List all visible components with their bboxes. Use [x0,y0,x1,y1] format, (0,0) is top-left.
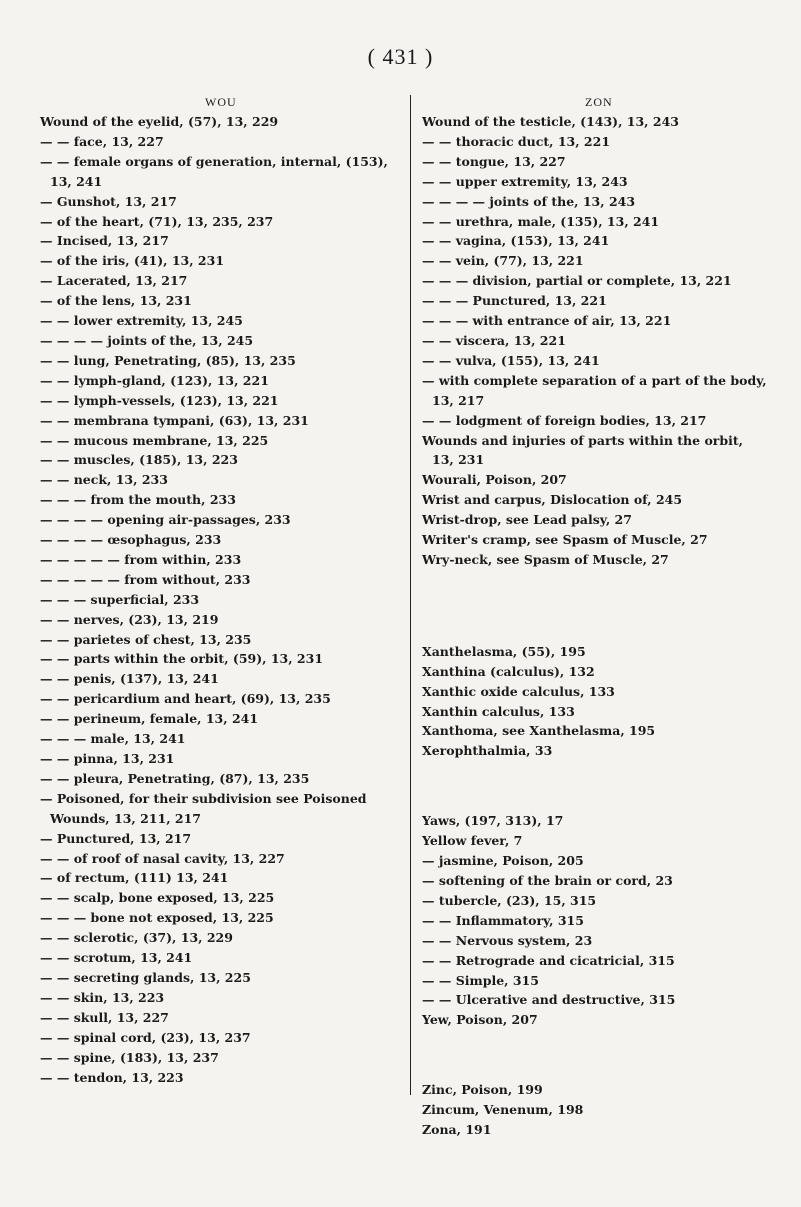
left-index-column [40,112,405,1087]
index-entry: — — — Punctured, 13, 221 [422,293,607,309]
index-entry: — jasmine, Poison, 205 [422,853,584,869]
index-entry: — — — — joints of the, 13, 243 [422,193,636,209]
index-entry: — — — with entrance of air, 13, 221 [422,313,672,329]
page-number: ( 431 ) [367,44,434,69]
index-entry: — Gunshot, 13, 217 [40,193,177,209]
index-entry: — — — — — from within, 233 [40,551,242,567]
index-entry: — — neck, 13, 233 [40,472,168,488]
index-entry: — — lower extremity, 13, 245 [40,313,243,329]
right-column-header: ZON [585,95,613,109]
index-entry: Wourali, Poison, 207 [422,472,567,488]
index-entry: Wound of the testicle, (143), 13, 243 [422,114,679,129]
section-spacer [422,761,767,811]
index-entry: Xanthelasma, (55), 195 [422,643,586,659]
index-entry: — — upper extremity, 13, 243 [422,173,628,189]
index-entry: — — — superficial, 233 [40,591,200,607]
index-entry: — — Inflammatory, 315 [422,912,584,928]
index-entry: — — — — œsophagus, 233 [40,532,222,548]
index-entry: — — membrana tympani, (63), 13, 231 [40,412,309,428]
index-entry: — — lung, Penetrating, (85), 13, 235 [40,352,296,368]
index-entry: — — — bone not exposed, 13, 225 [40,910,274,926]
index-entry: — — spinal cord, (23), 13, 237 [40,1029,251,1045]
index-entry: — — tendon, 13, 223 [40,1069,184,1085]
index-entry: — — lymph-vessels, (123), 13, 221 [40,392,279,408]
index-entry: Yaws, (197, 313), 17 [422,813,564,829]
index-entry: Xerophthalmia, 33 [422,743,553,759]
index-entry: — of rectum, (111) 13, 241 [40,870,229,886]
index-entry: — Lacerated, 13, 217 [40,273,188,289]
index-entry: — — — — joints of the, 13, 245 [40,332,254,348]
index-entry: Xanthin calculus, 133 [422,703,575,719]
index-entry: — — perineum, female, 13, 241 [40,711,259,727]
index-entry: Wry-neck, see Spasm of Muscle, 27 [422,551,669,567]
index-entry: — — — — opening air-passages, 233 [40,512,291,528]
index-entry: — — of roof of nasal cavity, 13, 227 [40,850,285,866]
index-entry: — — scalp, bone exposed, 13, 225 [40,890,275,906]
index-entry: — Punctured, 13, 217 [40,830,192,846]
index-entry: — — vulva, (155), 13, 241 [422,352,600,368]
index-entry: — of the lens, 13, 231 [40,293,192,309]
x-entries-group [422,642,767,761]
index-entry: — — Nervous system, 23 [422,932,593,948]
index-entry: — — vein, (77), 13, 221 [422,253,584,269]
index-entry: Xanthic oxide calculus, 133 [422,683,615,699]
index-entry: — softening of the brain or cord, 23 [422,873,673,888]
index-entry: — — scrotum, 13, 241 [40,950,193,966]
index-entry: — — muscles, (185), 13, 223 [40,452,238,468]
index-entry: Writer's cramp, see Spasm of Muscle, 27 [422,532,708,548]
index-entry: — — urethra, male, (135), 13, 241 [422,213,660,229]
index-entry: Xanthoma, see Xanthelasma, 195 [422,723,656,739]
index-entry: — — parietes of chest, 13, 235 [40,631,252,647]
right-index-column [422,112,767,1140]
index-entry: — — Retrograde and cicatricial, 315 [422,952,675,968]
index-entry: — — — from the mouth, 233 [40,492,236,508]
section-spacer [422,570,767,642]
index-entry: — — — — — from without, 233 [40,571,251,587]
index-entry: — — nerves, (23), 13, 219 [40,611,219,627]
index-entry: — — penis, (137), 13, 241 [40,671,219,687]
index-entry: — — spine, (183), 13, 237 [40,1049,219,1065]
index-entry: Yew, Poison, 207 [422,1012,538,1028]
z-entries-group [422,1080,767,1140]
index-entry: — — pinna, 13, 231 [40,751,175,766]
index-entry: — — lodgment of foreign bodies, 13, 217 [422,412,707,428]
column-divider [410,95,411,1095]
index-entry: — of the iris, (41), 13, 231 [40,253,225,269]
index-entry: — — secreting glands, 13, 225 [40,969,251,985]
index-entry: — — pericardium and heart, (69), 13, 235 [40,691,331,707]
index-entry: — — skin, 13, 223 [40,989,165,1005]
index-entry: — — lymph-gland, (123), 13, 221 [40,372,269,388]
index-entry: — — viscera, 13, 221 [422,332,566,348]
index-entry: — — Ulcerative and destructive, 315 [422,992,676,1008]
index-entry: Zincum, Venenum, 198 [422,1102,584,1118]
index-entry: Wrist and carpus, Dislocation of, 245 [422,492,683,508]
index-entry: Wrist-drop, see Lead palsy, 27 [422,512,632,528]
w-entries-group [422,112,767,570]
index-entry: Xanthina (calculus), 132 [422,663,595,679]
section-spacer [422,1030,767,1080]
index-entry: — — thoracic duct, 13, 221 [422,133,611,149]
index-entry: Zona, 191 [422,1122,492,1138]
index-entry: Zinc, Poison, 199 [422,1082,543,1098]
index-entry: — — face, 13, 227 [40,133,164,149]
index-entry: — — female organs of generation, internal, (153), 13, 241 [40,153,388,189]
index-entry: Wounds and injuries of parts within the orbit, 13, 231 [422,432,743,468]
index-entry: — tubercle, (23), 15, 315 [422,892,597,908]
y-entries-group [422,811,767,1030]
index-entry: — — Simple, 315 [422,972,539,988]
index-entry: — — — male, 13, 241 [40,731,186,747]
index-entry: — — skull, 13, 227 [40,1009,169,1025]
index-entry: — Incised, 13, 217 [40,233,169,249]
index-entry: — Poisoned, for their subdivision see Poisoned Wounds, 13, 211, 217 [40,790,367,826]
index-entry: — — sclerotic, (37), 13, 229 [40,930,233,946]
index-entry: — — — division, partial or complete, 13, 221 [422,273,732,289]
index-entry: — of the heart, (71), 13, 235, 237 [40,213,274,229]
left-column-header: WOU [205,95,237,109]
index-entry: — — parts within the orbit, (59), 13, 231 [40,651,324,667]
index-entry: — with complete separation of a part of the body, 13, 217 [422,372,767,408]
index-entry: — — pleura, Penetrating, (87), 13, 235 [40,770,310,786]
index-entry: — — vagina, (153), 13, 241 [422,233,610,249]
index-entry: — — mucous membrane, 13, 225 [40,432,269,448]
index-entry: Yellow fever, 7 [422,833,523,849]
index-entry: — — tongue, 13, 227 [422,153,566,169]
index-entry: Wound of the eyelid, (57), 13, 229 [40,114,279,129]
